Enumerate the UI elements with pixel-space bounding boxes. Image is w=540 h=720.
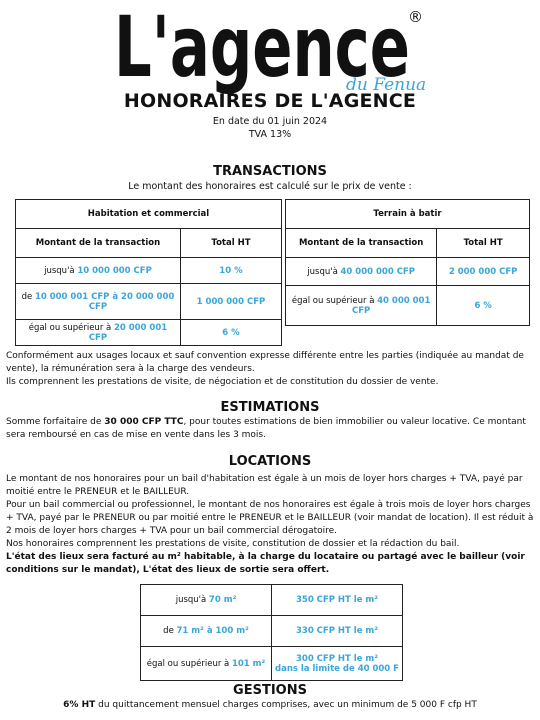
note: Conformément aux usages locaux et sauf convention expresse différente entre les parties (indiquée au mandat de vente), la rémunération sera à la charge des vendeurs. — [6, 351, 524, 374]
total: 10 % — [180, 258, 281, 284]
estimations-heading: ESTIMATIONS — [220, 400, 320, 415]
terrain-table — [285, 199, 530, 326]
amount: 40 000 001 CFP — [351, 295, 431, 316]
col-total: Total HT — [437, 229, 530, 258]
price: 330 CFP HT le m² — [272, 616, 403, 647]
tva-line: TVA 13% — [248, 129, 292, 140]
habitation-table — [15, 199, 282, 346]
total: 6 % — [437, 286, 530, 326]
gestions-heading: GESTIONS — [233, 683, 307, 698]
svg-text:du Fenua: du Fenua — [346, 75, 427, 94]
price: 350 CFP HT le m² — [272, 585, 403, 616]
total: 2 000 000 CFP — [437, 258, 530, 286]
date-line: En date du 01 juin 2024 — [212, 116, 328, 127]
amount: 10 000 000 CFP — [77, 265, 152, 276]
svg-text:®: ® — [408, 8, 423, 26]
amount: 20 000 001 CFP — [88, 322, 168, 343]
table-row: jusqu'à 70 m² 350 CFP HT le m² — [141, 585, 403, 616]
terrain-title: Terrain à batir — [286, 200, 530, 229]
table-row: de 71 m² à 100 m² 330 CFP HT le m² — [141, 616, 403, 647]
price: 300 CFP HT le m² dans la limite de 40 000 F — [272, 647, 403, 681]
transactions-notes — [6, 350, 534, 389]
amount: 10 000 001 CFP à 20 000 000 CFP — [34, 291, 175, 312]
table-row: égal ou supérieur à 20 000 001 CFP 6 % — [16, 320, 282, 346]
surface: 71 m² à 100 m² — [176, 626, 249, 636]
table-row: égal ou supérieur à 101 m² 300 CFP HT le m² dans la limite de 40 000 F — [141, 647, 403, 681]
gestions-text: 6% HT du quittancement mensuel charges comprises, avec un minimum de 5 000 F cfp HT — [63, 700, 477, 710]
page-title: HONORAIRES DE L'AGENCE — [123, 90, 417, 112]
table-row: jusqu'à 40 000 000 CFP 2 000 000 CFP — [286, 258, 530, 286]
col-montant: Montant de la transaction — [286, 229, 437, 258]
total: 6 % — [180, 320, 281, 346]
locations-text: Le montant de nos honoraires pour un bail d'habitation est égale à un mois de loyer hors charges + TVA, payé par moitié entre le PRENEUR et le BAILLEUR. Pour un bail commercial ou professionnel, le montant de nos honoraires est égale à trois mois de loyer hors charges + TVA, payé par le PRENEUR ou par moitié entre le PRENEUR et le BAILLEUR (voir mandat de location). Il est réduit à 2 mois de loyer hors charges + TVA pour un bail commercial dérogatoire. Nos honoraires comprennent les prestations de visite, constitution de dossier et la rédaction du bail. L'état des lieux sera facturé au m² habitable, à la charge du locataire ou partagé avec le bailleur (voir conditions sur le mandat), L'état des lieux de sortie sera offert. — [6, 474, 534, 575]
etat-des-lieux-table — [140, 584, 403, 681]
agency-logo — [110, 2, 430, 94]
note: Ils comprennent les prestations de visite, de négociation et de constitution du dossier de vente. — [6, 377, 439, 387]
col-total: Total HT — [180, 229, 281, 258]
surface: 101 m² — [231, 658, 266, 669]
total: 1 000 000 CFP — [180, 284, 281, 320]
transactions-intro: Le montant des honoraires est calculé sur le prix de vente : — [128, 181, 412, 192]
table-row: de 10 000 001 CFP à 20 000 000 CFP 1 000 000 CFP — [16, 284, 282, 320]
table-row: jusqu'à 10 000 000 CFP 10 % — [16, 258, 282, 284]
surface: 70 m² — [208, 595, 237, 605]
locations-heading: LOCATIONS — [228, 454, 312, 469]
estimations-text: Somme forfaitaire de 30 000 CFP TTC, pour toutes estimations de bien immobilier ou valeur locative. Ce montant sera remboursé en cas de mise en vente dans les 3 mois. — [6, 417, 526, 440]
table-row: égal ou supérieur à 40 000 001 CFP 6 % — [286, 286, 530, 326]
col-montant: Montant de la transaction — [16, 229, 181, 258]
svg-text:L'agence: L'agence — [114, 2, 410, 94]
habitation-title: Habitation et commercial — [16, 200, 282, 229]
transactions-heading: TRANSACTIONS — [213, 164, 327, 179]
amount: 40 000 000 CFP — [340, 266, 415, 277]
